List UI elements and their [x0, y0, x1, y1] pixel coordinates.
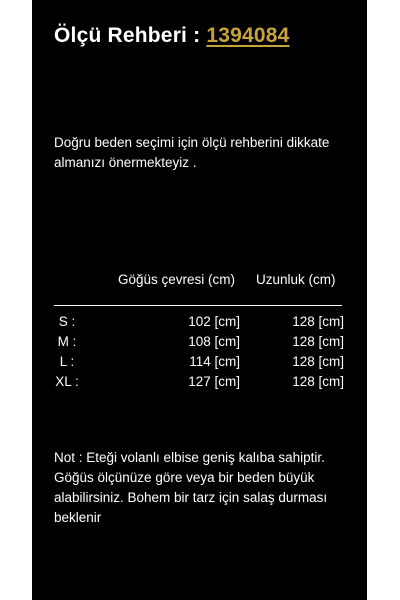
- size-guide-panel: [32, 0, 367, 600]
- table-row: [32, 332, 367, 352]
- fit-note: Not : Eteği volanlı elbise geniş kalıba sahiptir. Göğüs ölçünüze göre veya bir beden büyük alabilirsiniz. Bohem bir tarz için salaş durması beklenir: [54, 450, 328, 525]
- table-row: [32, 352, 367, 372]
- size-table: [32, 312, 367, 392]
- chest-value: 127 [cm]: [188, 374, 240, 389]
- column-header-length: Uzunluk (cm): [256, 272, 336, 287]
- size-label: S :: [58, 314, 76, 329]
- chest-value: 102 [cm]: [188, 314, 240, 329]
- size-label: M :: [57, 334, 77, 349]
- chest-value: 108 [cm]: [188, 334, 240, 349]
- chest-value: 114 [cm]: [189, 354, 240, 369]
- column-header-chest: Göğüs çevresi (cm): [118, 272, 236, 287]
- length-value: 128 [cm]: [292, 354, 344, 369]
- page-title: [54, 24, 290, 48]
- table-row: [32, 372, 367, 392]
- product-code-link[interactable]: 1394084: [206, 24, 290, 47]
- size-label: L :: [59, 354, 75, 369]
- length-value: 128 [cm]: [292, 314, 344, 329]
- title-prefix: Ölçü Rehberi :: [54, 24, 207, 47]
- header-divider: [54, 305, 342, 306]
- table-row: [32, 312, 367, 332]
- intro-text: Doğru beden seçimi için ölçü rehberini dikkate almanızı önermekteyiz .: [54, 135, 330, 170]
- size-label: XL :: [55, 374, 79, 389]
- length-value: 128 [cm]: [292, 334, 344, 349]
- length-value: 128 [cm]: [292, 374, 344, 389]
